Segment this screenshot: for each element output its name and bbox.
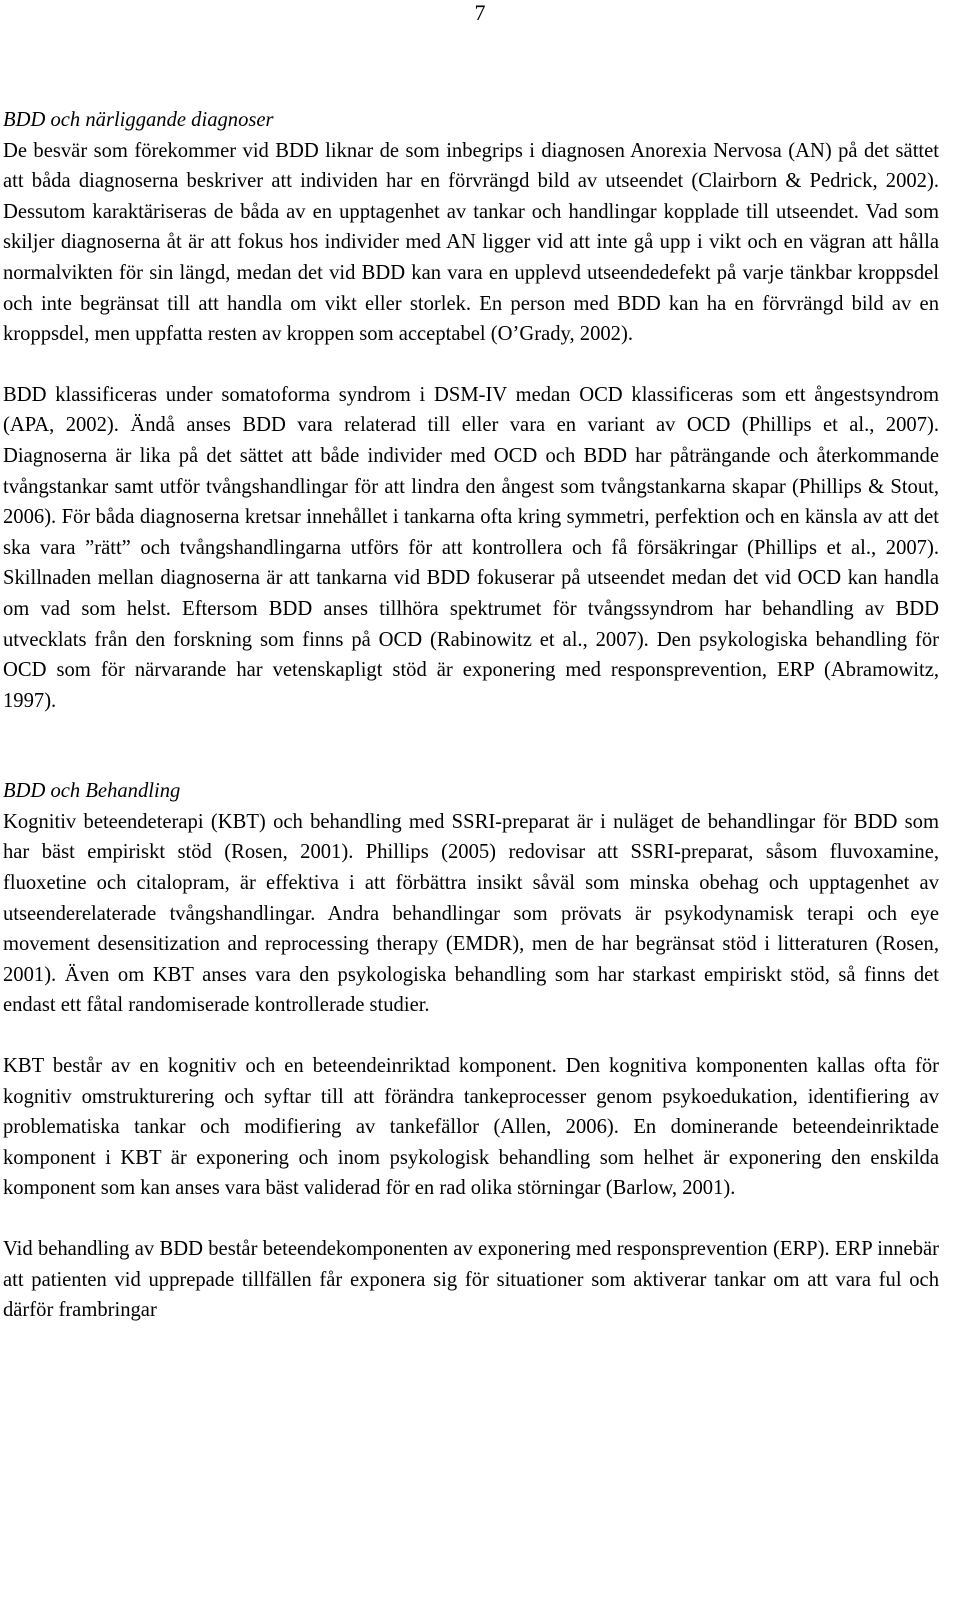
paragraph: Vid behandling av BDD består beteendekomponenten av exponering med responsprevention (ERP). ERP innebär att patienten vid upprepade tillfällen får exponera sig för situationer som aktiverar tankar om att vara ful och därför frambringar <box>3 1238 939 1322</box>
section-heading: BDD och Behandling <box>3 780 181 803</box>
page-number: 7 <box>474 0 486 25</box>
paragraph: De besvär som förekommer vid BDD liknar de som inbegrips i diagnosen Anorexia Nervosa (AN) på det sättet att båda diagnoserna beskriver att individen har en förvrängd bild av utseendet (Clairborn & Pedrick, 2002). Dessutom karaktäriseras de båda av en upptagenhet av tankar och handlingar kopplade till utseendet. Vad som skiljer diagnoserna åt är att fokus hos individer med AN ligger vid att inte gå upp i vikt och en vägran att hålla normalvikten för sin längd, medan det vid BDD kan vara en upplevd utseendedefekt på varje tänkbar kroppsdel och inte begränsat till att handla om vikt eller storlek. En person med BDD kan ha en förvrängd bild av en kroppsdel, men uppfatta resten av kroppen som acceptabel (O’Grady, 2002). <box>3 139 939 346</box>
paragraph-spacer <box>3 1021 939 1051</box>
paragraph-spacer <box>3 1204 939 1234</box>
section-heading: BDD och närliggande diagnoser <box>3 109 274 131</box>
document-body <box>3 105 939 1326</box>
paragraph: KBT består av en kognitiv och en beteendeinriktad komponent. Den kognitiva komponenten kallas ofta för kognitiv omstrukturering och syftar till att förändra tankeprocesser genom psykoedukation, identifiering av problematiska tankar och modifiering av tankefällor (Allen, 2006). En dominerande beteendeinriktade komponent i KBT är exponering och inom psykologisk behandling som helhet är exponering den enskilda komponent som kan anses vara bäst validerad för en rad olika störningar (Barlow, 2001). <box>3 1055 939 1200</box>
paragraph-spacer <box>3 350 939 380</box>
section-spacer <box>3 716 939 776</box>
section-bdd-narliggande-diagnoser <box>3 105 939 716</box>
section-bdd-och-behandling <box>3 776 939 1326</box>
paragraph: Kognitiv beteendeterapi (KBT) och behandling med SSRI-preparat är i nuläget de behandlingar för BDD som har bäst empiriskt stöd (Rosen, 2001). Phillips (2005) redovisar att SSRI-preparat, såsom fluvoxamine, fluoxetine och citalopram, är effektiva i att förbättra insikt såväl som minska obehag och upptagenhet av utseenderelaterade tvångshandlingar. Andra behandlingar som prövats är psykodynamisk terapi och eye movement desensitization and reprocessing therapy (EMDR), men de har begränsat stöd i litteraturen (Rosen, 2001). Även om KBT anses vara den psykologiska behandling som har starkast empiriskt stöd, så finns det endast ett fåtal randomiserade kontrollerade studier. <box>3 810 939 1017</box>
paragraph: BDD klassificeras under somatoforma syndrom i DSM-IV medan OCD klassificeras som ett ångestsyndrom (APA, 2002). Ändå anses BDD vara relaterad till eller vara en variant av OCD (Phillips et al., 2007). Diagnoserna är lika på det sättet att både individer med OCD och BDD har påträngande och återkommande tvångstankar samt utför tvångshandlingar för att lindra den ångest som tvångstankarna skapar (Phillips & Stout, 2006). För båda diagnoserna kretsar innehållet i tankarna ofta kring symmetri, perfektion och en känsla av att det ska vara ”rätt” och tvångshandlingarna utförs för att kontrollera och få försäkringar (Phillips et al., 2007). Skillnaden mellan diagnoserna är att tankarna vid BDD fokuserar på utseendet medan det vid OCD kan handla om vad som helst. Eftersom BDD anses tillhöra spektrumet för tvångssyndrom har behandling av BDD utvecklats från den forskning som finns på OCD (Rabinowitz et al., 2007). Den psykologiska behandling för OCD som för närvarande har vetenskapligt stöd är exponering med responsprevention, ERP (Abramowitz, 1997). <box>3 383 939 712</box>
